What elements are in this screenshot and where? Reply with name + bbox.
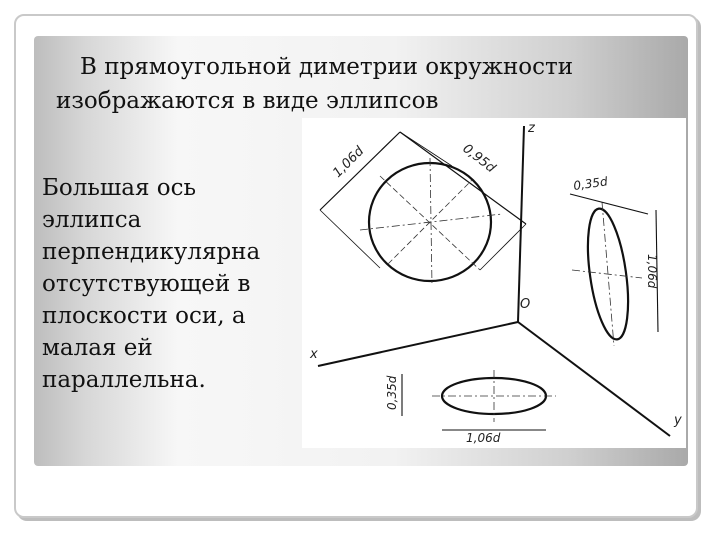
dim-label-top-right: 0,95d <box>459 141 499 177</box>
body-line: малая ей <box>42 335 153 361</box>
dim-line-top-right <box>400 132 526 224</box>
axis-label-o: O <box>520 297 531 312</box>
dim-label-right-vertical: 1,06d <box>645 254 659 289</box>
dim-label-top-left: 1,06d <box>330 143 368 181</box>
body-line: эллипса <box>42 207 142 233</box>
body-text <box>42 172 294 396</box>
axis-label-z: z <box>528 121 535 136</box>
body-line: Большая ось <box>42 175 197 201</box>
slide-title <box>48 50 648 118</box>
ext-line <box>400 132 452 166</box>
profile-minor-axis <box>572 270 642 278</box>
dim-label-right-small: 0,35d <box>572 174 609 193</box>
dim-line-right-small <box>570 194 648 214</box>
body-line: параллельна. <box>42 367 206 393</box>
frontal-minor-axis <box>388 180 472 264</box>
title-line-2: изображаются в виде эллипсов <box>56 88 439 114</box>
frontal-major-axis <box>380 176 480 270</box>
axis-y-line <box>518 322 670 436</box>
dimetric-diagram <box>302 118 686 448</box>
axis-label-y: y <box>674 413 682 428</box>
body-line: плоскости оси, а <box>42 303 246 329</box>
body-line: отсутствующей в <box>42 271 251 297</box>
diagram-svg <box>302 118 686 448</box>
axis-z-line <box>518 126 524 322</box>
dim-label-bottom: 1,06d <box>466 431 501 445</box>
axis-label-x: x <box>310 347 318 362</box>
axis-x-line <box>318 322 518 366</box>
title-line-1: В прямоугольной диметрии окружности <box>80 54 574 80</box>
dim-label-bottom-small: 0,35d <box>385 375 399 410</box>
body-line: перпендикулярна <box>42 239 261 265</box>
